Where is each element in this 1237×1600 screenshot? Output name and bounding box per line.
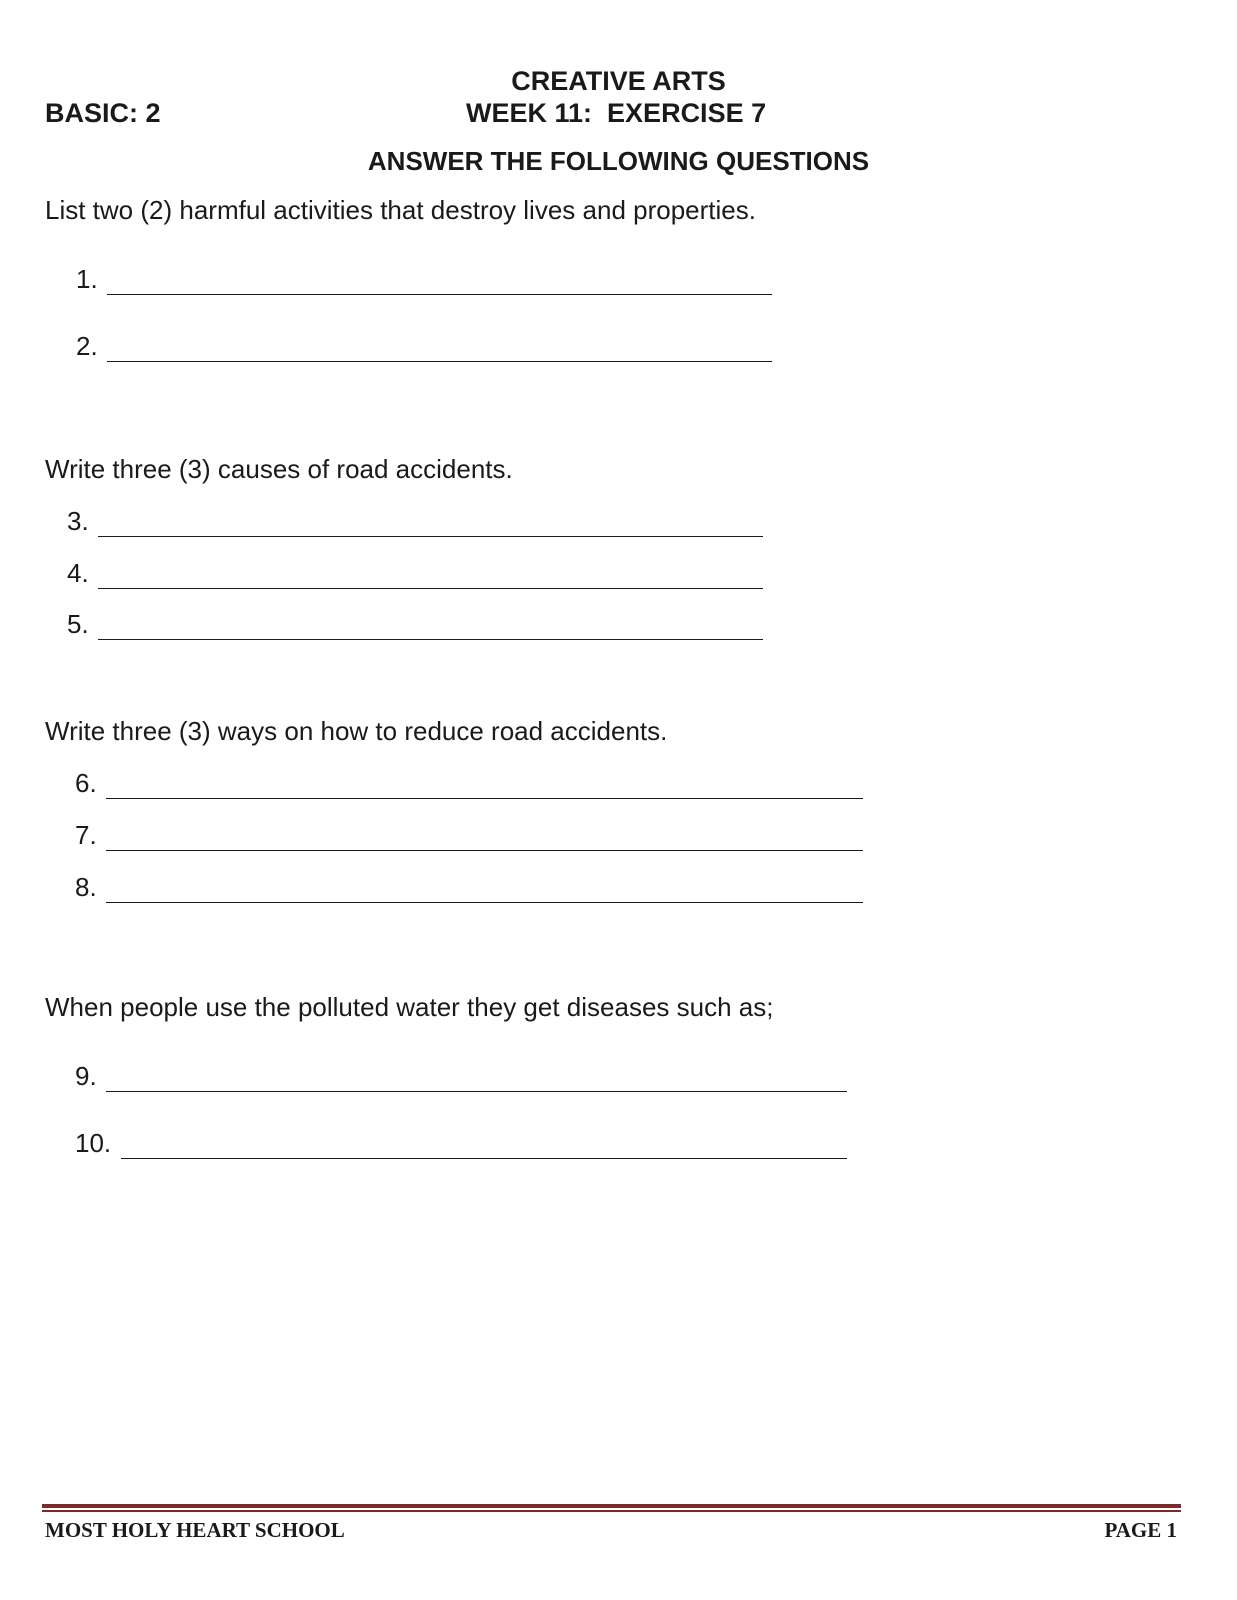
question-4: When people use the polluted water they get diseases such as; <box>45 992 774 1022</box>
answer-line[interactable] <box>98 639 763 640</box>
answer-item[interactable] <box>67 608 763 640</box>
week-exercise-title: WEEK 11: EXERCISE 7 <box>466 98 767 128</box>
subject-title: CREATIVE ARTS <box>511 66 726 96</box>
item-number: 1. <box>76 264 98 294</box>
instruction-heading: ANSWER THE FOLLOWING QUESTIONS <box>367 146 870 176</box>
item-number: 3. <box>67 506 89 536</box>
answer-line[interactable] <box>98 588 763 589</box>
answer-item[interactable] <box>75 1127 847 1159</box>
answer-item[interactable] <box>75 819 863 851</box>
class-level: BASIC: 2 <box>45 98 161 128</box>
answer-item[interactable] <box>67 557 763 589</box>
answer-item[interactable] <box>76 263 772 295</box>
question-3: Write three (3) ways on how to reduce road accidents. <box>45 716 668 746</box>
answer-line[interactable] <box>106 798 863 799</box>
answer-item[interactable] <box>75 1060 847 1092</box>
item-number: 8. <box>75 872 97 902</box>
school-name: MOST HOLY HEART SCHOOL <box>45 1518 345 1542</box>
item-number: 4. <box>67 558 89 588</box>
answer-item[interactable] <box>67 505 763 537</box>
answer-line[interactable] <box>98 536 763 537</box>
item-number: 6. <box>75 768 97 798</box>
footer-divider-thin <box>42 1510 1181 1512</box>
item-number: 10. <box>75 1128 112 1158</box>
item-number: 2. <box>76 331 98 361</box>
question-2: Write three (3) causes of road accidents. <box>45 454 513 484</box>
item-number: 5. <box>67 609 89 639</box>
answer-line[interactable] <box>106 902 863 903</box>
answer-item[interactable] <box>76 330 772 362</box>
question-1: List two (2) harmful activities that destroy lives and properties. <box>45 195 756 225</box>
answer-line[interactable] <box>106 1091 847 1092</box>
answer-line[interactable] <box>107 361 772 362</box>
answer-line[interactable] <box>107 294 772 295</box>
answer-line[interactable] <box>121 1158 847 1159</box>
answer-item[interactable] <box>75 767 863 799</box>
item-number: 9. <box>75 1061 97 1091</box>
footer-divider <box>42 1504 1181 1508</box>
answer-line[interactable] <box>106 850 863 851</box>
item-number: 7. <box>75 820 97 850</box>
answer-item[interactable] <box>75 871 863 903</box>
page-number: PAGE 1 <box>1104 1518 1177 1542</box>
